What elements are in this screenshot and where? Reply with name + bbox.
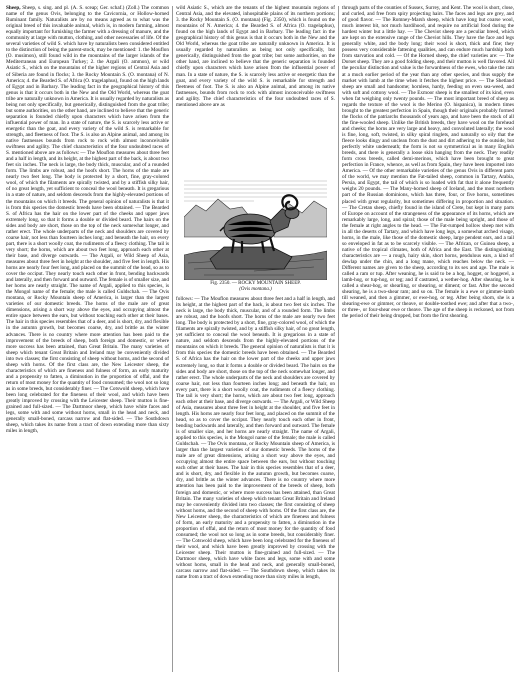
column-text: through parts of the counties of Sussex, Surrey, and Kent. The wool is short, close, and curled, and free from spiry projecting hairs. The faces and legs are grey, and of good flavor. — The Romney-Marsh sheep, which have long but coarse wool, much interest bit, not much hardihood, and require no artificial food during the hardest winter but a little hay. — The Cheviot sheep are a peculiar breed, which are kept on the extensive range of the Cheviot hills. They have the face and legs generally white, and the body long; their wool is short, thick and fine; they possess very considerable fattening qualities, and can endure much hardship both from starvation and cold. — Of the Horned sheep, the chief varieties are: — The Dorset sheep. They are a good folding sheep, and their mutton is well flavored. All the peculiar distinction and value is the forwardness of the ewes, who take the ram at a much earlier period of the year than any other species, and thus supply the market with lamb at the time when it fetches the highest price. — The Shetland sheep are small and handsome; hornless, hardy, feeding on even sea-weed, and with soft and cottony wool. — The Exmoor sheep is the smallest of its kind, even when fat weighing only twenty pounds. — The most important breed of sheep as regards the texture of the wool is the Merino (O. hispanica), in modern times brought to the greatest perfection in Spain, though their originals probably formed the flocks of the patriarchs thousands of years ago, and have been the stock of all the fine-wooled sheep. Unlike the British breeds, they have wool on the forehead and cheeks; the horns are very large and heavy, and convoluted laterally; the wool is fine, long, soft, twisted, in silky spiral ringlets, and naturally so oily that the fleece looks dingy and unclean from the dust and dirt adhering to the outside, but perfectly white underneath; the form is not so symmetrical as in many English breeds, and there is generally a loose skin hanging from the neck. They readily form cross breeds, called demi-merinos, which have been brought to great perfection in France, whence, as well as from Spain, they have been imported into America. — Of the other remarkable varieties of the genus Ovis in different parts of the world, we may mention the Fat-tailed sheep, common in Tartary, Arabia, Persia, and Egypt, the tail of which is so loaded with fat that it alone frequently weighs 20 pounds. — The Many-horned sheep of Iceland, and the most northern part of the Russian dominions, which has three, four, or five horns, sometimes placed with great regularity, but sometimes differing in proportion and situation. — The Cretan sheep, chiefly found in the island of Crete, but kept in many parts of Europe on account of the strangeness of the appearance of its horns, which are remarkably large, long, and spiral; those of the male being upright, and those of the female at right angles to the head. — The Fat-rumped hollow sheep met with in all the deserts of Tartary, and which have long legs, a somewhat arched visage, horns, in the male, like those of the domestic sheep, large pendent ears, and a tail so enveloped in fat as to be scarcely visible. — The African, or Guinea sheep, a native of the tropical climates, both of Africa and the East. The distinguishing characteristics are — a rough, hairy skin, short horns, pendulous ears, a kind of dewlap under the chin, and a long mane, which reaches below the neck. — Different names are given to the sheep, according to its sex and age. The male is called a ram or tup. After weaning, he is said to be a hog, hogget, or hoggerel, a lamb-hog, or tup-hog, or teg; and if castrated, a wether-hog. After shearing, he is called a shear-hog, or shearling, or shearing, or diment; or fast. After the second shearing, he is a two-shear ram; and so on. The female is a ewe or gimmer-lamb till weaned, and then a gimmer, or ewe-hog, or teg. After being shorn, she is a shearing-ewe or gimmer, or theave, or double-toothed ewe; and after that a two-, or three-, or four-shear ewe or theave. The age of the sheep is reckoned, not from the period of their being dropped, but from the first shearing. bbox=[342, 5, 514, 320]
column-text: follows: — The Mouflon measures about three feet and a half in length, and its height, at the highest part of the back, is about two feet six inches. The neck is large, the body thick, muscular, and of a rounded form. The limbs are robust, and the hoofs short. The horns of the male are nearly two feet long. The body is protected by a short, fine, gray-colored wool, of which the filaments are spirally twisted, and by a stiffish silky hair, of no great length, yet sufficient to conceal the wool beneath. It is gregarious in a state of nature, and seldom descends from the highly-elevated portions of the mountains on which it breeds. The general opinion of naturalists is that it is from this species the domestic breeds have been obtained. — The Bearded S. of Africa has the hair on the lower part of the cheeks and upper jaws extremely long, so that it forms a double or divided beard. The hairs on the sides and body are short, those on the top of the neck somewhat longer, and rather erect. The whole underparts of the neck and shoulders are covered by coarse hair, not less than fourteen inches long; and beneath the hair, on every part, there is a short woolly coat, the rudiments of a fleecy clothing. The tail is very short; the horns, which are about two feet long, approach each other at their base, and diverge outwards. — The Argali, or Wild Sheep of Asia, measures about three feet in height at the shoulder, and five feet in length. His horns are nearly four feet long, and placed on the summit of the head, so as to cover the occiput. They nearly touch each other in front, bending backwards and laterally, and then forward and outward. The female is of smaller size, and her horns are nearly straight. The name of Argali, applied to this species, is the Mongol name of the female; the male is called Guldschah. — The Ovis montana, or Rocky Mountain sheep of America, is larger than the largest varieties of our domestic breeds. The horns of the male are of great dimensions, arising a short way above the eyes, and occupying almost the entire space between the ears, but without touching each other at their bases. The hair in this species resembles that of a deer, and is short, dry, and flexible in the autumn growth, but becomes coarse, dry, and brittle as the winter advances. There is no country where more attention has been paid to the improvement of the breeds of sheep, both foreign and domestic, or where more success has been attained, than Great Britain. The many varieties of sheep which tenant Great Britain and Ireland may be conveniently divided into two classes; the first consisting of sheep without horns, and the second of sheep with horns. Of the first class are, the New Leicester sheep, the characteristics of which are fineness and fulness of form, an early maturity and a propensity to fatten, a diminution in the proportion of offal, and the return of most money for the quantity of food consumed; the wool not so long as in some breeds, but considerably finer. — The Cotswold sheep, which have been long celebrated for the fineness of their wool, and which have been greatly improved by crossing with the Leicester sheep. Their mutton is fine-grained and full-sized. — The Dartmoor sheep, which have white faces and legs, some with and some without horns, small in the head and neck, and generally small-boned, carcass narrow and flat-sided. — The Southdown sheep, which takes its name from a tract of down extending more than sixty miles in length, bbox=[176, 296, 335, 581]
text-column-right bbox=[342, 5, 514, 673]
text-column-left bbox=[6, 5, 169, 673]
column-text: Sheep, s. sing. and pl. (A. S. sceap; Ger. schaf.) (Zoll.) The common name of the genus Ovis, belonging to the Cavicornia, or Hollow-horned Ruminant family. Naturalists are by no means agreed as to what was the original breed of this invaluable animal, which is, in modern farming, almost equally important for furnishing the farmer with a dressing of manure, and the community at large with mutton, clothing, and other necessaries of life. Of the several varieties of wild S. which have by naturalists been considered entitled to the distinction of being the parent-stock, may be mentioned: 1. the Mouflon (O. musimon), still found wild in the mountains of the larger islands of the Mediterranean and European Turkey; 2. the Argali (O. ammon), or wild Asiatic S., which on the mountains of the higher regions of Central Asia and of Siberia are found in flocks; 3. the Rocky Mountain S. (O. montana) of N. America; 4. the Bearded S. of Africa (O. tragelaphus), found on the high lands of Egypt and in Barbary. The leading fact in the geographical history of this genus is that it occurs both in the New and the Old World, whereas the goat tribe are naturally unknown in America. It is usually regarded by naturalists as being not only specifically, but generically, distinguished from the goat tribe; but some authorities, on the other hand, are inclined to believe that the generic separation is founded chiefly upon characters which have arisen from the influential power of man. In a state of nature, the S. is scarcely less active or energetic than the goat, and every variety of the wild S. is remarkable for strength, and fleetness of foot. The S. is also an Alpine animal, and among its native fastnesses bounds from rock to rock with almost inconceivable swiftness and agility. The chief characteristics of the four undoubted races of S. mentioned above are as follows: — The Mouflon measures about three feet and a half in length, and its height, at the highest part of the back, is about two feet six inches. The neck is large, the body thick, muscular, and of a rounded form. The limbs are robust, and the hoofs short. The horns of the male are nearly two feet long. The body is protected by a short, fine, gray-colored wool, of which the filaments are spirally twisted, and by a stiffish silky hair, of no great length, yet sufficient to conceal the wool beneath. It is gregarious in a state of nature, and seldom descends from the highly-elevated portions of the mountains on which it breeds. The general opinion of naturalists is that it is from this species the domestic breeds have been obtained. — The Bearded S. of Africa has the hair on the lower part of the cheeks and upper jaws extremely long, so that it forms a double or divided beard. The hairs on the sides and body are short, those on the top of the neck somewhat longer, and rather erect. The whole underparts of the neck and shoulders are covered by coarse hair, not less than fourteen inches long; and beneath the hair, on every part, there is a short woolly coat, the rudiments of a fleecy clothing. The tail is very short; the horns, which are about two feet long, approach each other at their base, and diverge outwards. — The Argali, or Wild Sheep of Asia, measures about three feet in height at the shoulder, and five feet in length. His horns are nearly four feet long, and placed on the summit of the head, so as to cover the occiput. They nearly touch each other in front, bending backwards and laterally, and then forward and outward. The female is of smaller size, and her horns are nearly straight. The name of Argali, applied to this species, is the Mongol name of the female; the male is called Guldschah. — The Ovis montana, or Rocky Mountain sheep of America, is larger than the largest varieties of our domestic breeds. The horns of the male are of great dimensions, arising a short way above the eyes, and occupying almost the entire space between the ears, but without touching each other at their bases. The hair in this species resembles that of a deer, and is short, dry, and flexible in the autumn growth, but becomes coarse, dry, and brittle as the winter advances. There is no country where more attention has been paid to the improvement of the breeds of sheep, both foreign and domestic, or where more success has been attained, than Great Britain. The many varieties of sheep which tenant Great Britain and Ireland may be conveniently divided into two classes; the first consisting of sheep without horns, and the second of sheep with horns. Of the first class are, the New Leicester sheep, the characteristics of which are fineness and fulness of form, an early maturity and a propensity to fatten, a diminution in the proportion of offal, and the return of most money for the quantity of food consumed; the wool not so long as in some breeds, but considerably finer. — The Cotswold sheep, which have been long celebrated for the fineness of their wool, and which have been greatly improved by crossing with the Leicester sheep. Their mutton is fine-grained and full-sized. — The Dartmoor sheep, which have white faces and legs, some with and some without horns, small in the head and neck, and generally small-boned, carcass narrow and flat-sided. — The Southdown sheep, which takes its name from a tract of down extending more than sixty miles in length, bbox=[6, 5, 169, 435]
figure-caption bbox=[176, 281, 335, 293]
sheep-engraving-icon bbox=[184, 177, 327, 280]
column-rule bbox=[172, 6, 173, 672]
caption-title: Fig. 2350. — ROCKY MOUNTAIN SHEEP. bbox=[210, 281, 301, 286]
text-column-middle bbox=[176, 5, 335, 673]
headword: Sheep, bbox=[6, 5, 21, 11]
text-block-top bbox=[176, 5, 335, 170]
caption-latin-name: (Ovis montana.) bbox=[239, 287, 272, 292]
entry-sheep-text bbox=[6, 5, 169, 434]
column-rule bbox=[338, 6, 339, 672]
rocky-mountain-sheep-illustration bbox=[184, 177, 327, 280]
text-block-bottom bbox=[176, 296, 335, 673]
column-text: wild Asiatic S., which are the tenants of the highest mountain regions of Central Asia, and the elevated, inhospitable plains of its northern portions; 3. the Rocky Mountain S. (O. montana) (Fig. 2350), which is found on the mountains of N. America; 4. the Bearded S. of Africa (O. tragelaphus), found on the high lands of Egypt and in Barbary. The leading fact in the geographical history of this genus is that it occurs both in the New and the Old World, whereas the goat tribe are naturally unknown in America. It is usually regarded by naturalists as being not only specifically, but generically, distinguished from the goat tribe; but some authorities, on the other hand, are inclined to believe that the generic separation is founded chiefly upon characters which have arisen from the influential power of man. In a state of nature, the S. is scarcely less active or energetic than the goat, and every variety of the wild S. is remarkable for strength and fleetness of foot. The S. is also an Alpine animal, and among its native fastnesses, bounds from rock to rock with almost inconceivable swiftness and agility. The chief characteristics of the four undoubted races of S. mentioned above are as bbox=[176, 5, 335, 108]
